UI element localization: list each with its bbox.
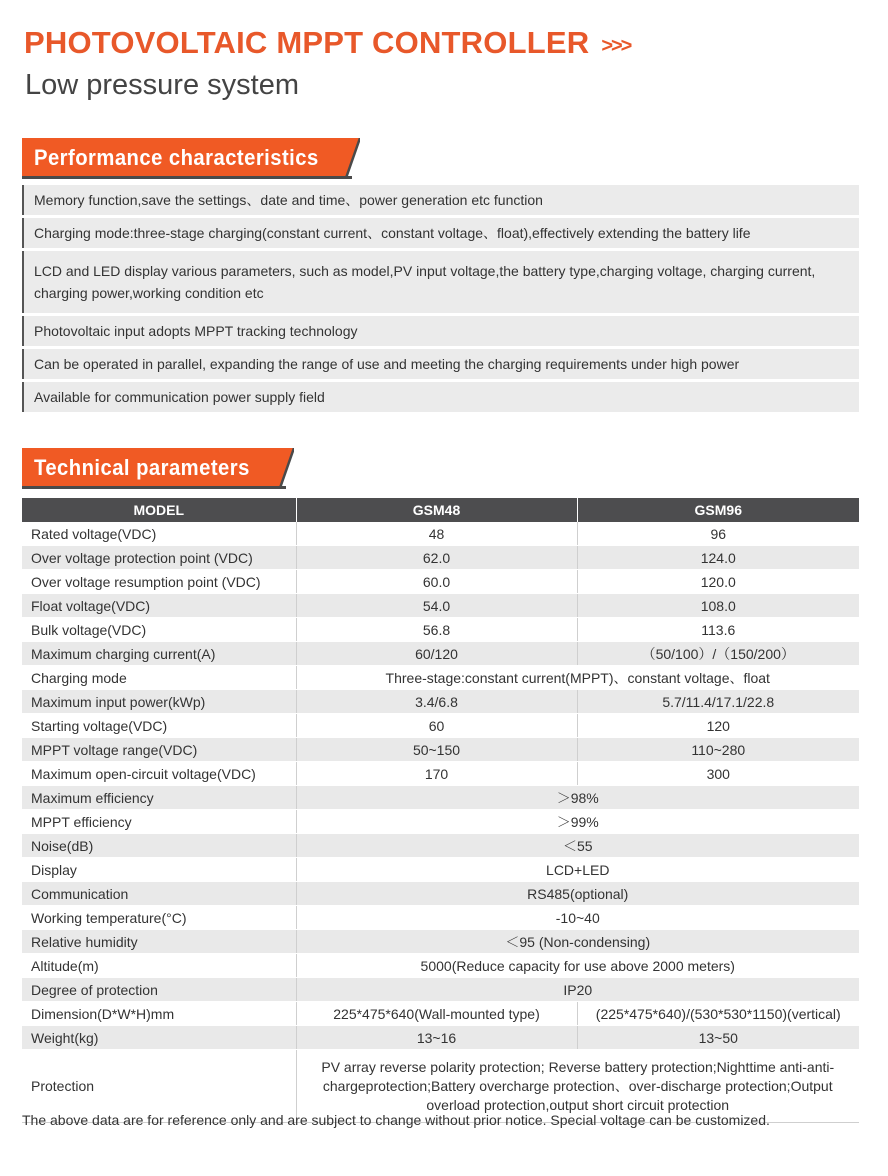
performance-heading: Performance characteristics — [34, 145, 319, 170]
table-row — [22, 594, 859, 618]
table-row — [22, 690, 859, 714]
list-item: Memory function,save the settings、date and time、power generation etc function — [22, 185, 859, 215]
parameter-value: -10~40 — [296, 906, 859, 930]
parameter-name: Maximum efficiency — [22, 786, 296, 810]
list-item: Can be operated in parallel, expanding the range of use and meeting the charging requirements under high power — [22, 349, 859, 379]
parameter-name: Maximum open-circuit voltage(VDC) — [22, 762, 296, 786]
parameter-value: Three-stage:constant current(MPPT)、constant voltage、float — [296, 666, 859, 690]
technical-heading-band — [22, 448, 274, 488]
technical-heading: Technical parameters — [34, 455, 250, 480]
parameter-name: Relative humidity — [22, 930, 296, 954]
parameter-name: Weight(kg) — [22, 1026, 296, 1050]
page-subtitle: Low pressure system — [25, 69, 299, 101]
parameter-name: Maximum charging current(A) — [22, 642, 296, 666]
parameter-name: Starting voltage(VDC) — [22, 714, 296, 738]
parameter-value: LCD+LED — [296, 858, 859, 882]
gsm48-value: 48 — [296, 522, 577, 546]
page-title: PHOTOVOLTAIC MPPT CONTROLLER — [24, 25, 590, 60]
table-row — [22, 618, 859, 642]
heading-underline — [22, 176, 352, 179]
parameter-name: Altitude(m) — [22, 954, 296, 978]
table-row — [22, 1002, 859, 1026]
table-row — [22, 1026, 859, 1050]
table-row — [22, 882, 859, 906]
gsm96-value: 108.0 — [577, 594, 859, 618]
parameter-name: Working temperature(°C) — [22, 906, 296, 930]
parameter-name: Over voltage protection point (VDC) — [22, 546, 296, 570]
gsm48-value: 60/120 — [296, 642, 577, 666]
table-row — [22, 906, 859, 930]
gsm96-value: 120.0 — [577, 570, 859, 594]
technical-heading-banner — [22, 448, 294, 488]
parameter-name: MPPT voltage range(VDC) — [22, 738, 296, 762]
gsm96-value: 120 — [577, 714, 859, 738]
triple-arrow-icon: >>> — [601, 34, 631, 57]
gsm48-value: 60.0 — [296, 570, 577, 594]
parameter-value: ＜95 (Non-condensing) — [296, 930, 859, 954]
gsm96-value: 96 — [577, 522, 859, 546]
gsm96-value: （50/100）/（150/200） — [577, 642, 859, 666]
table-row — [22, 834, 859, 858]
table-row — [22, 810, 859, 834]
parameter-name: Over voltage resumption point (VDC) — [22, 570, 296, 594]
parameter-value: ＜55 — [296, 834, 859, 858]
gsm48-value: 13~16 — [296, 1026, 577, 1050]
title-block — [24, 26, 630, 60]
parameter-name: Noise(dB) — [22, 834, 296, 858]
parameter-name: Maximum input power(kWp) — [22, 690, 296, 714]
parameter-name: Dimension(D*W*H)mm — [22, 1002, 296, 1026]
heading-underline — [22, 486, 286, 489]
performance-heading-banner — [22, 138, 358, 178]
parameter-value: ＞98% — [296, 786, 859, 810]
table-row — [22, 762, 859, 786]
table-header-row — [22, 498, 859, 522]
footer-note: The above data are for reference only and are subject to change without prior notice. Special voltage can be customized. — [22, 1112, 770, 1128]
parameter-name: Communication — [22, 882, 296, 906]
parameter-name: Float voltage(VDC) — [22, 594, 296, 618]
gsm96-value: 110~280 — [577, 738, 859, 762]
parameter-name: Charging mode — [22, 666, 296, 690]
list-item: Available for communication power supply field — [22, 382, 859, 412]
column-header-gsm48: GSM48 — [296, 498, 577, 522]
gsm48-value: 54.0 — [296, 594, 577, 618]
list-item: Photovoltaic input adopts MPPT tracking technology — [22, 316, 859, 346]
gsm96-value: (225*475*640)/(530*530*1150)(vertical) — [577, 1002, 859, 1026]
parameter-value: ＞99% — [296, 810, 859, 834]
gsm96-value: 124.0 — [577, 546, 859, 570]
parameter-name: Display — [22, 858, 296, 882]
column-header-gsm96: GSM96 — [577, 498, 859, 522]
gsm48-value: 3.4/6.8 — [296, 690, 577, 714]
table-row — [22, 858, 859, 882]
performance-list — [22, 185, 859, 415]
table-row — [22, 978, 859, 1002]
table-row — [22, 522, 859, 546]
table-row — [22, 714, 859, 738]
gsm48-value: 62.0 — [296, 546, 577, 570]
gsm48-value: 56.8 — [296, 618, 577, 642]
parameter-name: Protection — [22, 1050, 296, 1123]
parameter-value: 5000(Reduce capacity for use above 2000 meters) — [296, 954, 859, 978]
performance-heading-band — [22, 138, 340, 178]
gsm96-value: 13~50 — [577, 1026, 859, 1050]
parameter-value: PV array reverse polarity protection; Reverse battery protection;Nighttime anti-anti-chargeprotection;Battery overcharge protection、over-discharge protection;Output overload protection,output short circuit protection — [296, 1050, 859, 1123]
table-row — [22, 546, 859, 570]
column-header-model: MODEL — [22, 498, 296, 522]
gsm96-value: 5.7/11.4/17.1/22.8 — [577, 690, 859, 714]
list-item: Charging mode:three-stage charging(constant current、constant voltage、float),effectively extending the battery life — [22, 218, 859, 248]
table-row — [22, 786, 859, 810]
gsm48-value: 170 — [296, 762, 577, 786]
table-row — [22, 738, 859, 762]
table-row — [22, 954, 859, 978]
table-row — [22, 930, 859, 954]
table-row — [22, 666, 859, 690]
parameter-name: MPPT efficiency — [22, 810, 296, 834]
gsm48-value: 50~150 — [296, 738, 577, 762]
heading-slash-icon — [338, 138, 360, 178]
parameter-value: RS485(optional) — [296, 882, 859, 906]
gsm48-value: 225*475*640(Wall-mounted type) — [296, 1002, 577, 1026]
parameter-name: Rated voltage(VDC) — [22, 522, 296, 546]
heading-slash-icon — [272, 448, 294, 488]
table-row — [22, 570, 859, 594]
list-item: LCD and LED display various parameters, such as model,PV input voltage,the battery type,charging voltage, charging current, charging power,working condition etc — [22, 251, 859, 313]
parameter-value: IP20 — [296, 978, 859, 1002]
table-row — [22, 642, 859, 666]
gsm96-value: 113.6 — [577, 618, 859, 642]
gsm96-value: 300 — [577, 762, 859, 786]
parameter-name: Degree of protection — [22, 978, 296, 1002]
parameter-name: Bulk voltage(VDC) — [22, 618, 296, 642]
technical-parameters-table — [22, 498, 859, 1123]
gsm48-value: 60 — [296, 714, 577, 738]
